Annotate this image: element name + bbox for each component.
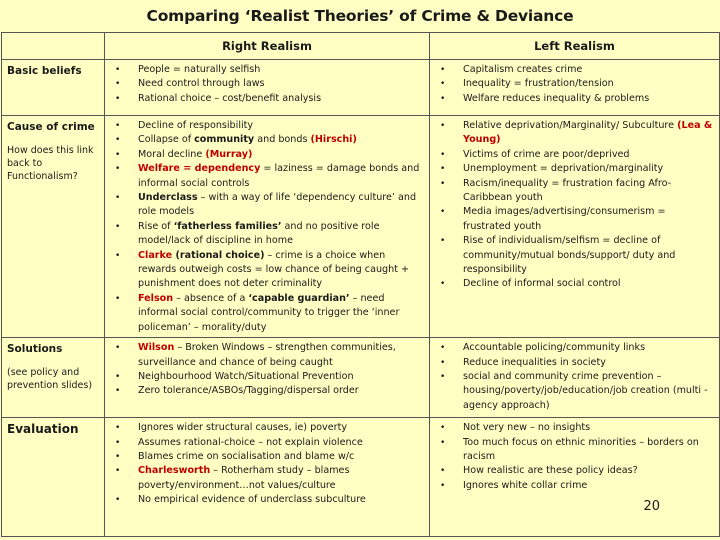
row-label-cell xyxy=(2,60,105,116)
list-item: • Reduce inequalities in society xyxy=(430,356,715,370)
list-item: • Moral decline (Murray) xyxy=(105,148,425,162)
bullet-list xyxy=(430,418,719,495)
list-item: • People = naturally selfish xyxy=(105,63,425,77)
list-item: • Not very new – no insights xyxy=(430,421,715,435)
list-item: • Ignores wider structural causes, ie) poverty xyxy=(105,421,425,435)
row-label-cause-of-crime: Cause of crime xyxy=(7,121,95,133)
row-label-solutions: Solutions xyxy=(7,343,63,356)
list-item: • Charlesworth – Rotherham study – blames poverty/environment…not values/culture xyxy=(105,464,425,493)
header-left-realism: Left Realism xyxy=(430,33,720,60)
row-label-cell xyxy=(2,116,105,338)
bullet-list xyxy=(430,60,719,108)
list-item: • social and community crime prevention – housing/poverty/job/education/job creation (multi -agency approach) xyxy=(430,370,715,413)
left-realism-cell xyxy=(430,338,720,418)
list-item: • Wilson – Broken Windows – strengthen communities, surveillance and chance of being caught xyxy=(105,341,425,370)
right-realism-cell xyxy=(105,338,430,418)
list-item: • Rise of ‘fatherless families’ and no positive role model/lack of discipline in home xyxy=(105,220,425,249)
list-item: • Assumes rational-choice – not explain violence xyxy=(105,436,425,450)
bullet-list xyxy=(430,116,719,294)
list-item: • Rational choice – cost/benefit analysis xyxy=(105,92,425,106)
list-item: • Felson – absence of a ‘capable guardian’ – need informal social control/community to trigger the ‘inner policeman’ – morality/duty xyxy=(105,292,425,335)
bullet-list xyxy=(430,338,719,415)
row-label-basic-beliefs: Basic beliefs xyxy=(7,65,82,77)
list-item: • Underclass – with a way of life ‘dependency culture’ and role models xyxy=(105,191,425,220)
row-cause-of-crime xyxy=(2,116,720,338)
list-item: • Inequality = frustration/tension xyxy=(430,77,715,91)
list-item: • How realistic are these policy ideas? xyxy=(430,464,715,478)
list-item: • Ignores white collar crime xyxy=(430,479,715,493)
row-label-cell xyxy=(2,338,105,418)
bullet-list xyxy=(105,60,429,108)
list-item: • Victims of crime are poor/deprived xyxy=(430,148,715,162)
row-basic-beliefs xyxy=(2,60,720,116)
list-item: • Too much focus on ethnic minorities – borders on racism xyxy=(430,436,715,465)
list-item: • Decline of informal social control xyxy=(430,277,715,291)
row-label-cell xyxy=(2,418,105,537)
bullet-list xyxy=(105,418,429,509)
list-item: • No empirical evidence of underclass subculture xyxy=(105,493,425,507)
list-item: • Blames crime on socialisation and blame w/c xyxy=(105,450,425,464)
corner-cell xyxy=(2,33,105,60)
left-realism-cell xyxy=(430,418,720,537)
header-row xyxy=(2,33,720,60)
left-realism-cell xyxy=(430,116,720,338)
list-item: • Welfare = dependency = laziness = damage bonds and informal social controls xyxy=(105,162,425,191)
row-solutions xyxy=(2,338,720,418)
comparison-table xyxy=(1,32,720,537)
header-right-realism: Right Realism xyxy=(105,33,430,60)
list-item: • Clarke (rational choice) – crime is a choice when rewards outweigh costs = low chance of being caught + punishment does not deter criminality xyxy=(105,249,425,292)
list-item: • Need control through laws xyxy=(105,77,425,91)
right-realism-cell xyxy=(105,60,430,116)
list-item: • Racism/inequality = frustration facing Afro-Caribbean youth xyxy=(430,177,715,206)
list-item: • Collapse of community and bonds (Hirschi) xyxy=(105,133,425,147)
row-evaluation xyxy=(2,418,720,537)
list-item: • Relative deprivation/Marginality/ Subculture (Lea & Young) xyxy=(430,119,715,148)
row-label-evaluation: Evaluation xyxy=(7,422,79,437)
page-number: 20 xyxy=(643,499,660,514)
bullet-list xyxy=(105,116,429,337)
right-realism-cell xyxy=(105,418,430,537)
row-sublabel-policy: (see policy and prevention slides) xyxy=(7,367,93,392)
list-item: • Capitalism creates crime xyxy=(430,63,715,77)
list-item: • Unemployment = deprivation/marginality xyxy=(430,162,715,176)
list-item: • Zero tolerance/ASBOs/Tagging/dispersal order xyxy=(105,384,425,398)
page-title: Comparing ‘Realist Theories’ of Crime & Deviance xyxy=(146,7,574,25)
list-item: • Welfare reduces inequality & problems xyxy=(430,92,715,106)
list-item: • Rise of individualism/selfism = decline of community/mutual bonds/support/ duty and responsibility xyxy=(430,234,715,277)
list-item: • Neighbourhood Watch/Situational Prevention xyxy=(105,370,425,384)
list-item: • Decline of responsibility xyxy=(105,119,425,133)
bullet-list xyxy=(105,338,429,401)
left-realism-cell xyxy=(430,60,720,116)
list-item: • Accountable policing/community links xyxy=(430,341,715,355)
list-item: • Media images/advertising/consumerism = frustrated youth xyxy=(430,205,715,234)
right-realism-cell xyxy=(105,116,430,338)
row-sublabel-functionalism: How does this link back to Functionalism? xyxy=(7,145,94,182)
